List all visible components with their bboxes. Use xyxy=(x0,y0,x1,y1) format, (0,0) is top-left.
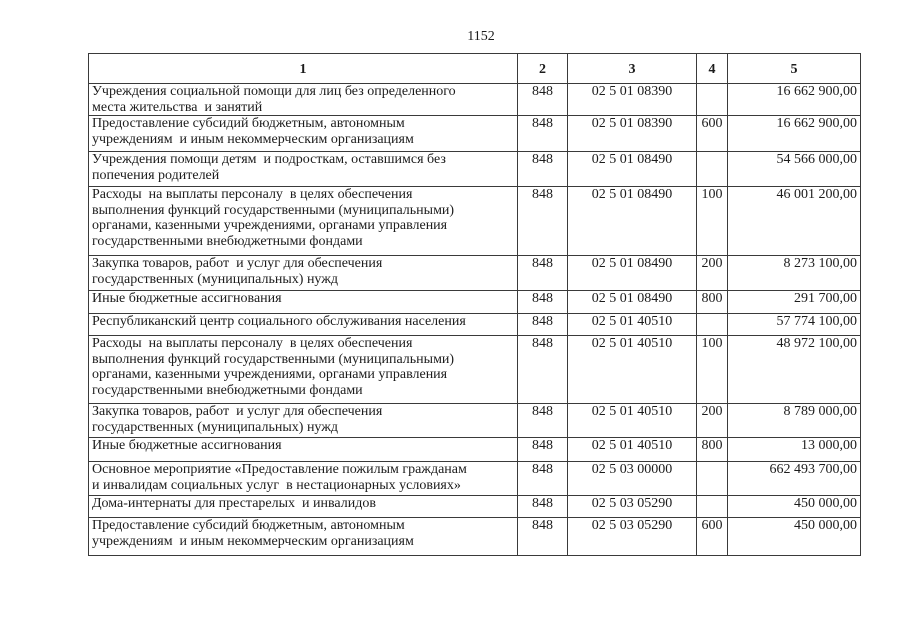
table-row xyxy=(89,152,861,187)
table-row xyxy=(89,256,861,291)
header-row xyxy=(89,54,861,84)
cell-target-code: 02 5 01 08490 xyxy=(568,187,697,256)
cell-expense-type: 800 xyxy=(697,438,728,462)
column-header-2: 2 xyxy=(518,54,568,84)
cell-expense-type: 600 xyxy=(697,116,728,152)
cell-amount: 16 662 900,00 xyxy=(728,84,861,116)
cell-target-code: 02 5 03 05290 xyxy=(568,496,697,518)
cell-name: Закупка товаров, работ и услуг для обеспечения государственных (муниципальных) нужд xyxy=(89,256,518,291)
cell-amount: 450 000,00 xyxy=(728,518,861,556)
table-row xyxy=(89,438,861,462)
cell-amount: 662 493 700,00 xyxy=(728,462,861,496)
cell-name: Учреждения помощи детям и подросткам, оставшимся без попечения родителей xyxy=(89,152,518,187)
cell-department-code: 848 xyxy=(518,496,568,518)
column-header-4: 4 xyxy=(697,54,728,84)
cell-name: Закупка товаров, работ и услуг для обеспечения государственных (муниципальных) нужд xyxy=(89,404,518,438)
cell-amount: 450 000,00 xyxy=(728,496,861,518)
cell-name: Республиканский центр социального обслуживания населения xyxy=(89,314,518,336)
cell-department-code: 848 xyxy=(518,256,568,291)
cell-name: Расходы на выплаты персоналу в целях обеспечения выполнения функций государственными (муниципальными) органами, казенными учреждениями, органами управления государственными внебюджетными фондами xyxy=(89,187,518,256)
table-row xyxy=(89,116,861,152)
cell-amount: 16 662 900,00 xyxy=(728,116,861,152)
table-row xyxy=(89,291,861,314)
table-row xyxy=(89,462,861,496)
table-row xyxy=(89,336,861,404)
cell-target-code: 02 5 01 08390 xyxy=(568,84,697,116)
cell-department-code: 848 xyxy=(518,462,568,496)
cell-department-code: 848 xyxy=(518,518,568,556)
cell-name: Иные бюджетные ассигнования xyxy=(89,291,518,314)
cell-name: Расходы на выплаты персоналу в целях обеспечения выполнения функций государственными (муниципальными) органами, казенными учреждениями, органами управления государственными внебюджетными фондами xyxy=(89,336,518,404)
cell-name: Иные бюджетные ассигнования xyxy=(89,438,518,462)
cell-target-code: 02 5 01 40510 xyxy=(568,438,697,462)
cell-expense-type: 100 xyxy=(697,187,728,256)
cell-amount: 291 700,00 xyxy=(728,291,861,314)
cell-department-code: 848 xyxy=(518,152,568,187)
cell-expense-type: 600 xyxy=(697,518,728,556)
cell-expense-type: 200 xyxy=(697,256,728,291)
cell-target-code: 02 5 01 08490 xyxy=(568,291,697,314)
cell-expense-type: 800 xyxy=(697,291,728,314)
cell-target-code: 02 5 01 40510 xyxy=(568,336,697,404)
column-header-5: 5 xyxy=(728,54,861,84)
table-header xyxy=(89,54,861,84)
cell-department-code: 848 xyxy=(518,187,568,256)
budget-table xyxy=(88,53,861,556)
cell-department-code: 848 xyxy=(518,314,568,336)
cell-target-code: 02 5 03 05290 xyxy=(568,518,697,556)
table-row xyxy=(89,496,861,518)
column-header-1: 1 xyxy=(89,54,518,84)
table-row xyxy=(89,84,861,116)
cell-target-code: 02 5 01 08490 xyxy=(568,256,697,291)
cell-amount: 54 566 000,00 xyxy=(728,152,861,187)
cell-expense-type xyxy=(697,152,728,187)
cell-amount: 48 972 100,00 xyxy=(728,336,861,404)
cell-amount: 57 774 100,00 xyxy=(728,314,861,336)
cell-expense-type xyxy=(697,314,728,336)
cell-expense-type: 100 xyxy=(697,336,728,404)
cell-target-code: 02 5 03 00000 xyxy=(568,462,697,496)
cell-name: Учреждения социальной помощи для лиц без определенного места жительства и занятий xyxy=(89,84,518,116)
cell-amount: 8 789 000,00 xyxy=(728,404,861,438)
cell-name: Предоставление субсидий бюджетным, автономным учреждениям и иным некоммерческим организациям xyxy=(89,518,518,556)
cell-department-code: 848 xyxy=(518,404,568,438)
table-row xyxy=(89,518,861,556)
cell-amount: 46 001 200,00 xyxy=(728,187,861,256)
cell-expense-type xyxy=(697,84,728,116)
cell-target-code: 02 5 01 40510 xyxy=(568,404,697,438)
cell-amount: 8 273 100,00 xyxy=(728,256,861,291)
cell-department-code: 848 xyxy=(518,116,568,152)
cell-department-code: 848 xyxy=(518,438,568,462)
cell-target-code: 02 5 01 08390 xyxy=(568,116,697,152)
table-row xyxy=(89,187,861,256)
table-body xyxy=(89,84,861,556)
cell-target-code: 02 5 01 40510 xyxy=(568,314,697,336)
cell-amount: 13 000,00 xyxy=(728,438,861,462)
cell-expense-type xyxy=(697,462,728,496)
cell-department-code: 848 xyxy=(518,336,568,404)
cell-expense-type: 200 xyxy=(697,404,728,438)
cell-name: Предоставление субсидий бюджетным, автономным учреждениям и иным некоммерческим организациям xyxy=(89,116,518,152)
page-number: 1152 xyxy=(467,29,495,44)
cell-target-code: 02 5 01 08490 xyxy=(568,152,697,187)
column-header-3: 3 xyxy=(568,54,697,84)
cell-department-code: 848 xyxy=(518,84,568,116)
cell-name: Дома-интернаты для престарелых и инвалидов xyxy=(89,496,518,518)
cell-name: Основное мероприятие «Предоставление пожилым гражданам и инвалидам социальных услуг в нестационарных условиях» xyxy=(89,462,518,496)
table-row xyxy=(89,314,861,336)
table-row xyxy=(89,404,861,438)
cell-expense-type xyxy=(697,496,728,518)
cell-department-code: 848 xyxy=(518,291,568,314)
